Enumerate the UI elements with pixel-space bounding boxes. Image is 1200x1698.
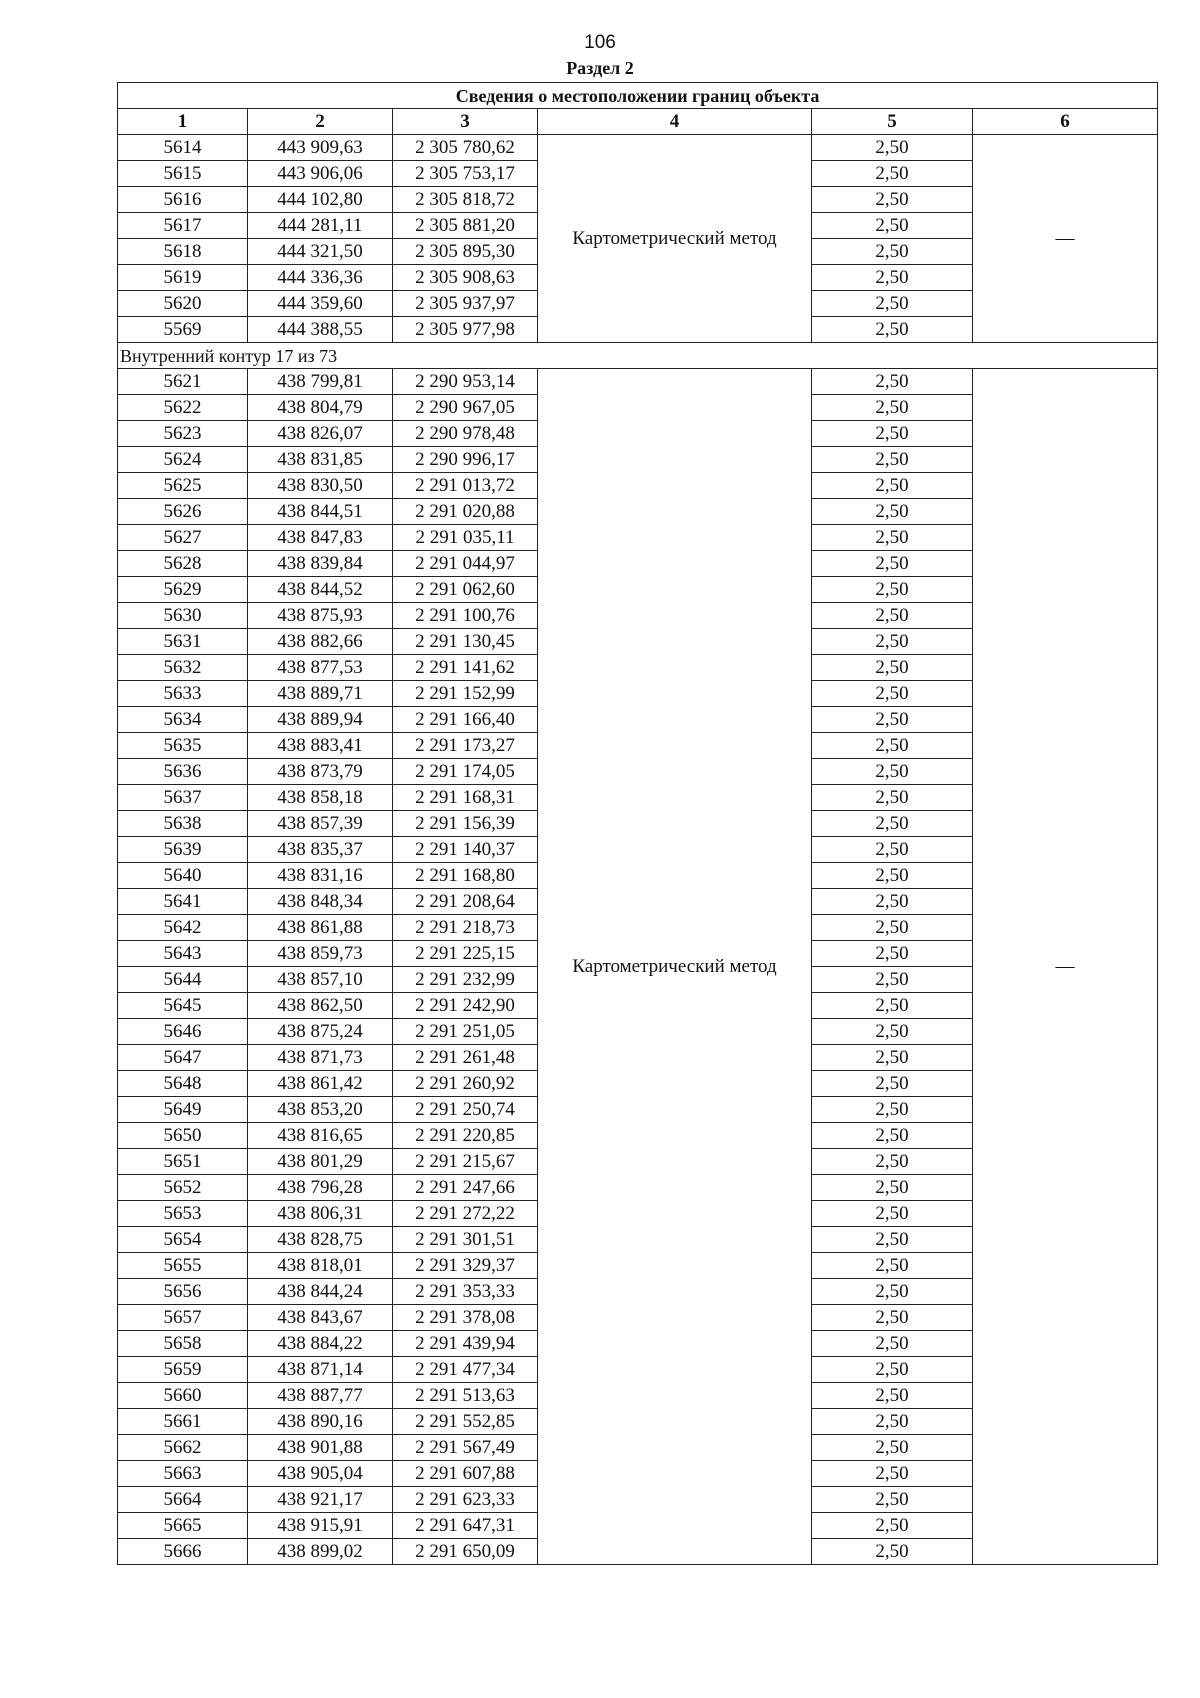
coord-y: 2 291 152,99 xyxy=(393,681,538,707)
column-header: 4 xyxy=(538,109,812,135)
coord-x: 444 281,11 xyxy=(248,213,393,239)
coord-y: 2 305 895,30 xyxy=(393,239,538,265)
point-number: 5636 xyxy=(118,759,248,785)
accuracy-value: 2,50 xyxy=(812,473,973,499)
point-number: 5653 xyxy=(118,1201,248,1227)
coord-x: 443 906,06 xyxy=(248,161,393,187)
accuracy-value: 2,50 xyxy=(812,1175,973,1201)
column6-cell: — xyxy=(973,135,1158,343)
coord-y: 2 290 953,14 xyxy=(393,369,538,395)
coord-x: 444 321,50 xyxy=(248,239,393,265)
accuracy-value: 2,50 xyxy=(812,1305,973,1331)
accuracy-value: 2,50 xyxy=(812,1045,973,1071)
accuracy-value: 2,50 xyxy=(812,525,973,551)
accuracy-value: 2,50 xyxy=(812,915,973,941)
table-row xyxy=(118,135,1158,161)
point-number: 5650 xyxy=(118,1123,248,1149)
coord-y: 2 305 881,20 xyxy=(393,213,538,239)
coord-x: 438 861,42 xyxy=(248,1071,393,1097)
accuracy-value: 2,50 xyxy=(812,551,973,577)
coord-y: 2 291 329,37 xyxy=(393,1253,538,1279)
coord-x: 438 831,85 xyxy=(248,447,393,473)
point-number: 5643 xyxy=(118,941,248,967)
coord-x: 438 858,18 xyxy=(248,785,393,811)
column-header: 6 xyxy=(973,109,1158,135)
accuracy-value: 2,50 xyxy=(812,603,973,629)
accuracy-value: 2,50 xyxy=(812,291,973,317)
column-header: 5 xyxy=(812,109,973,135)
coord-x: 438 804,79 xyxy=(248,395,393,421)
coord-x: 438 882,66 xyxy=(248,629,393,655)
page-number: 106 xyxy=(584,32,616,53)
coord-y: 2 291 035,11 xyxy=(393,525,538,551)
coord-y: 2 291 477,34 xyxy=(393,1357,538,1383)
coord-x: 438 830,50 xyxy=(248,473,393,499)
accuracy-value: 2,50 xyxy=(812,681,973,707)
accuracy-value: 2,50 xyxy=(812,811,973,837)
coord-y: 2 291 173,27 xyxy=(393,733,538,759)
coord-x: 438 905,04 xyxy=(248,1461,393,1487)
coord-y: 2 291 156,39 xyxy=(393,811,538,837)
point-number: 5660 xyxy=(118,1383,248,1409)
accuracy-value: 2,50 xyxy=(812,1435,973,1461)
coord-y: 2 290 978,48 xyxy=(393,421,538,447)
coord-y: 2 291 225,15 xyxy=(393,941,538,967)
accuracy-value: 2,50 xyxy=(812,629,973,655)
column-header: 1 xyxy=(118,109,248,135)
point-number: 5634 xyxy=(118,707,248,733)
boundary-table xyxy=(117,82,1158,1565)
coord-y: 2 291 215,67 xyxy=(393,1149,538,1175)
point-number: 5632 xyxy=(118,655,248,681)
column6-cell: — xyxy=(973,369,1158,1565)
coord-y: 2 291 218,73 xyxy=(393,915,538,941)
coord-x: 438 816,65 xyxy=(248,1123,393,1149)
coord-y: 2 291 623,33 xyxy=(393,1487,538,1513)
accuracy-value: 2,50 xyxy=(812,759,973,785)
coord-y: 2 305 753,17 xyxy=(393,161,538,187)
point-number: 5666 xyxy=(118,1539,248,1565)
accuracy-value: 2,50 xyxy=(812,655,973,681)
accuracy-value: 2,50 xyxy=(812,1019,973,1045)
coord-y: 2 291 166,40 xyxy=(393,707,538,733)
accuracy-value: 2,50 xyxy=(812,1539,973,1565)
accuracy-value: 2,50 xyxy=(812,941,973,967)
accuracy-value: 2,50 xyxy=(812,1461,973,1487)
coord-y: 2 291 301,51 xyxy=(393,1227,538,1253)
coord-y: 2 291 260,92 xyxy=(393,1071,538,1097)
coord-y: 2 291 013,72 xyxy=(393,473,538,499)
point-number: 5569 xyxy=(118,317,248,343)
coord-x: 444 359,60 xyxy=(248,291,393,317)
point-number: 5648 xyxy=(118,1071,248,1097)
section-title: Раздел 2 xyxy=(566,58,634,78)
coord-x: 438 844,52 xyxy=(248,577,393,603)
coord-x: 438 848,34 xyxy=(248,889,393,915)
coord-x: 438 899,02 xyxy=(248,1539,393,1565)
point-number: 5642 xyxy=(118,915,248,941)
point-number: 5662 xyxy=(118,1435,248,1461)
coord-x: 438 844,24 xyxy=(248,1279,393,1305)
coord-y: 2 291 130,45 xyxy=(393,629,538,655)
point-number: 5623 xyxy=(118,421,248,447)
coord-x: 444 336,36 xyxy=(248,265,393,291)
coord-y: 2 291 647,31 xyxy=(393,1513,538,1539)
point-number: 5664 xyxy=(118,1487,248,1513)
coord-y: 2 291 650,09 xyxy=(393,1539,538,1565)
point-number: 5641 xyxy=(118,889,248,915)
coord-x: 438 889,94 xyxy=(248,707,393,733)
column-header: 2 xyxy=(248,109,393,135)
coord-x: 438 806,31 xyxy=(248,1201,393,1227)
point-number: 5620 xyxy=(118,291,248,317)
accuracy-value: 2,50 xyxy=(812,265,973,291)
point-number: 5628 xyxy=(118,551,248,577)
accuracy-value: 2,50 xyxy=(812,369,973,395)
accuracy-value: 2,50 xyxy=(812,317,973,343)
coord-x: 438 877,53 xyxy=(248,655,393,681)
coord-y: 2 290 967,05 xyxy=(393,395,538,421)
coord-y: 2 291 020,88 xyxy=(393,499,538,525)
point-number: 5626 xyxy=(118,499,248,525)
accuracy-value: 2,50 xyxy=(812,1357,973,1383)
contour-row xyxy=(118,343,1158,369)
accuracy-value: 2,50 xyxy=(812,1201,973,1227)
accuracy-value: 2,50 xyxy=(812,1487,973,1513)
coord-x: 438 818,01 xyxy=(248,1253,393,1279)
coord-x: 438 826,07 xyxy=(248,421,393,447)
coord-y: 2 291 044,97 xyxy=(393,551,538,577)
accuracy-value: 2,50 xyxy=(812,161,973,187)
coord-x: 438 871,14 xyxy=(248,1357,393,1383)
accuracy-value: 2,50 xyxy=(812,967,973,993)
table-row xyxy=(118,369,1158,395)
point-number: 5652 xyxy=(118,1175,248,1201)
coord-y: 2 291 140,37 xyxy=(393,837,538,863)
accuracy-value: 2,50 xyxy=(812,1071,973,1097)
coord-y: 2 291 378,08 xyxy=(393,1305,538,1331)
coord-y: 2 305 937,97 xyxy=(393,291,538,317)
coord-x: 443 909,63 xyxy=(248,135,393,161)
accuracy-value: 2,50 xyxy=(812,1253,973,1279)
coord-x: 438 799,81 xyxy=(248,369,393,395)
coord-x: 438 828,75 xyxy=(248,1227,393,1253)
accuracy-value: 2,50 xyxy=(812,785,973,811)
point-number: 5649 xyxy=(118,1097,248,1123)
method-cell: Картометрический метод xyxy=(538,135,812,343)
point-number: 5637 xyxy=(118,785,248,811)
accuracy-value: 2,50 xyxy=(812,993,973,1019)
point-number: 5617 xyxy=(118,213,248,239)
coord-y: 2 291 141,62 xyxy=(393,655,538,681)
coord-x: 438 831,16 xyxy=(248,863,393,889)
accuracy-value: 2,50 xyxy=(812,1279,973,1305)
accuracy-value: 2,50 xyxy=(812,1331,973,1357)
table-body xyxy=(118,135,1158,1565)
point-number: 5625 xyxy=(118,473,248,499)
coord-x: 438 884,22 xyxy=(248,1331,393,1357)
point-number: 5639 xyxy=(118,837,248,863)
accuracy-value: 2,50 xyxy=(812,1149,973,1175)
point-number: 5622 xyxy=(118,395,248,421)
accuracy-value: 2,50 xyxy=(812,395,973,421)
point-number: 5654 xyxy=(118,1227,248,1253)
coord-x: 438 915,91 xyxy=(248,1513,393,1539)
coord-y: 2 291 250,74 xyxy=(393,1097,538,1123)
accuracy-value: 2,50 xyxy=(812,733,973,759)
coord-y: 2 291 439,94 xyxy=(393,1331,538,1357)
coord-y: 2 305 818,72 xyxy=(393,187,538,213)
coord-y: 2 291 062,60 xyxy=(393,577,538,603)
accuracy-value: 2,50 xyxy=(812,187,973,213)
point-number: 5630 xyxy=(118,603,248,629)
column-header: 3 xyxy=(393,109,538,135)
coord-x: 438 887,77 xyxy=(248,1383,393,1409)
point-number: 5663 xyxy=(118,1461,248,1487)
table-caption-row xyxy=(118,83,1158,109)
point-number: 5618 xyxy=(118,239,248,265)
coord-y: 2 305 780,62 xyxy=(393,135,538,161)
point-number: 5638 xyxy=(118,811,248,837)
accuracy-value: 2,50 xyxy=(812,837,973,863)
contour-label: Внутренний контур 17 из 73 xyxy=(118,343,1158,369)
coord-x: 438 844,51 xyxy=(248,499,393,525)
point-number: 5633 xyxy=(118,681,248,707)
coord-x: 438 796,28 xyxy=(248,1175,393,1201)
accuracy-value: 2,50 xyxy=(812,213,973,239)
point-number: 5645 xyxy=(118,993,248,1019)
point-number: 5655 xyxy=(118,1253,248,1279)
accuracy-value: 2,50 xyxy=(812,1409,973,1435)
coord-y: 2 291 174,05 xyxy=(393,759,538,785)
point-number: 5646 xyxy=(118,1019,248,1045)
accuracy-value: 2,50 xyxy=(812,447,973,473)
accuracy-value: 2,50 xyxy=(812,1123,973,1149)
point-number: 5665 xyxy=(118,1513,248,1539)
coord-x: 438 847,83 xyxy=(248,525,393,551)
coord-y: 2 291 567,49 xyxy=(393,1435,538,1461)
accuracy-value: 2,50 xyxy=(812,1097,973,1123)
coord-y: 2 291 220,85 xyxy=(393,1123,538,1149)
coord-y: 2 291 247,66 xyxy=(393,1175,538,1201)
coord-y: 2 291 353,33 xyxy=(393,1279,538,1305)
point-number: 5627 xyxy=(118,525,248,551)
coord-y: 2 291 251,05 xyxy=(393,1019,538,1045)
coord-x: 438 861,88 xyxy=(248,915,393,941)
accuracy-value: 2,50 xyxy=(812,1227,973,1253)
point-number: 5640 xyxy=(118,863,248,889)
coord-x: 438 901,88 xyxy=(248,1435,393,1461)
accuracy-value: 2,50 xyxy=(812,1513,973,1539)
coord-x: 438 862,50 xyxy=(248,993,393,1019)
accuracy-value: 2,50 xyxy=(812,239,973,265)
coord-y: 2 291 168,80 xyxy=(393,863,538,889)
coord-x: 438 801,29 xyxy=(248,1149,393,1175)
point-number: 5624 xyxy=(118,447,248,473)
table-caption: Сведения о местоположении границ объекта xyxy=(118,83,1158,109)
coord-x: 438 857,39 xyxy=(248,811,393,837)
point-number: 5647 xyxy=(118,1045,248,1071)
point-number: 5659 xyxy=(118,1357,248,1383)
coord-x: 444 388,55 xyxy=(248,317,393,343)
coord-y: 2 291 272,22 xyxy=(393,1201,538,1227)
coord-x: 438 890,16 xyxy=(248,1409,393,1435)
column-header-row xyxy=(118,109,1158,135)
coord-x: 438 835,37 xyxy=(248,837,393,863)
coord-x: 438 871,73 xyxy=(248,1045,393,1071)
coord-x: 438 921,17 xyxy=(248,1487,393,1513)
point-number: 5629 xyxy=(118,577,248,603)
coord-x: 438 839,84 xyxy=(248,551,393,577)
accuracy-value: 2,50 xyxy=(812,135,973,161)
accuracy-value: 2,50 xyxy=(812,707,973,733)
point-number: 5651 xyxy=(118,1149,248,1175)
coord-x: 438 843,67 xyxy=(248,1305,393,1331)
accuracy-value: 2,50 xyxy=(812,889,973,915)
point-number: 5614 xyxy=(118,135,248,161)
coord-x: 438 859,73 xyxy=(248,941,393,967)
method-cell: Картометрический метод xyxy=(538,369,812,1565)
coord-x: 438 883,41 xyxy=(248,733,393,759)
coord-y: 2 291 100,76 xyxy=(393,603,538,629)
coord-y: 2 291 513,63 xyxy=(393,1383,538,1409)
coord-y: 2 290 996,17 xyxy=(393,447,538,473)
coord-x: 438 875,93 xyxy=(248,603,393,629)
point-number: 5656 xyxy=(118,1279,248,1305)
point-number: 5657 xyxy=(118,1305,248,1331)
accuracy-value: 2,50 xyxy=(812,863,973,889)
point-number: 5621 xyxy=(118,369,248,395)
coord-x: 438 853,20 xyxy=(248,1097,393,1123)
point-number: 5616 xyxy=(118,187,248,213)
accuracy-value: 2,50 xyxy=(812,421,973,447)
point-number: 5615 xyxy=(118,161,248,187)
coord-y: 2 291 261,48 xyxy=(393,1045,538,1071)
coord-y: 2 291 208,64 xyxy=(393,889,538,915)
coord-y: 2 291 242,90 xyxy=(393,993,538,1019)
coord-x: 438 873,79 xyxy=(248,759,393,785)
point-number: 5631 xyxy=(118,629,248,655)
point-number: 5619 xyxy=(118,265,248,291)
coord-y: 2 305 908,63 xyxy=(393,265,538,291)
coord-x: 438 889,71 xyxy=(248,681,393,707)
coord-y: 2 291 168,31 xyxy=(393,785,538,811)
point-number: 5658 xyxy=(118,1331,248,1357)
accuracy-value: 2,50 xyxy=(812,1383,973,1409)
point-number: 5661 xyxy=(118,1409,248,1435)
point-number: 5644 xyxy=(118,967,248,993)
accuracy-value: 2,50 xyxy=(812,577,973,603)
coord-y: 2 305 977,98 xyxy=(393,317,538,343)
coord-x: 444 102,80 xyxy=(248,187,393,213)
accuracy-value: 2,50 xyxy=(812,499,973,525)
point-number: 5635 xyxy=(118,733,248,759)
coord-y: 2 291 232,99 xyxy=(393,967,538,993)
coord-x: 438 875,24 xyxy=(248,1019,393,1045)
coord-y: 2 291 552,85 xyxy=(393,1409,538,1435)
coord-y: 2 291 607,88 xyxy=(393,1461,538,1487)
coord-x: 438 857,10 xyxy=(248,967,393,993)
